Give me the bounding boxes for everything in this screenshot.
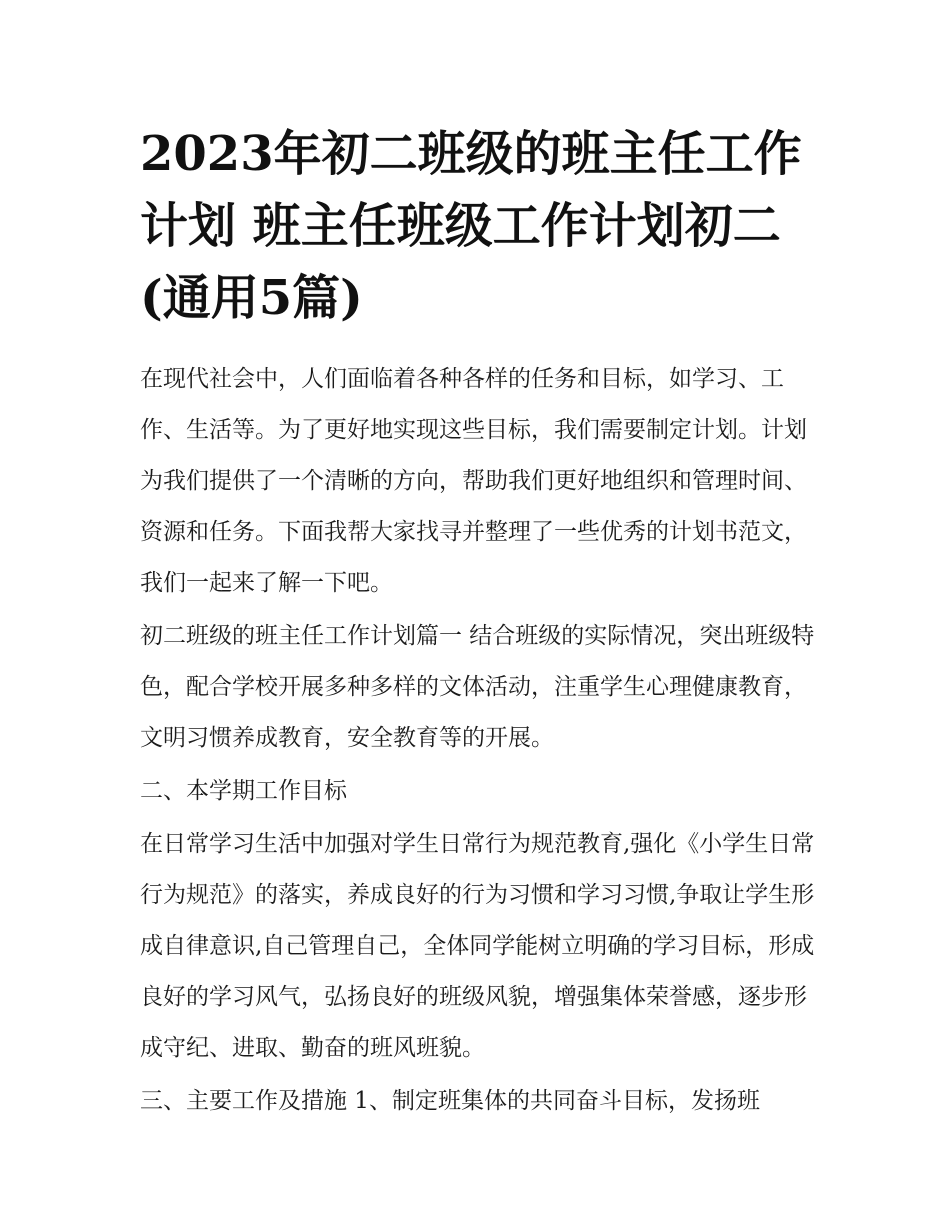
section-one-paragraph: 初二班级的班主任工作计划篇一 结合班级的实际情况，突出班级特色，配合学校开展多种多样的文体活动，注重学生心理健康教育，文明习惯养成教育，安全教育等的开展。 xyxy=(140,623,815,751)
section-two-heading: 二、本学期工作目标 xyxy=(140,778,347,804)
section-two-paragraph: 在日常学习生活中加强对学生日常行为规范教育,强化《小学生日常行为规范》的落实，养成良好的行为习惯和学习习惯,争取让学生形成自律意识,自己管理自己，全体同学能树立明确的学习目标，形成良好的学习风气，弘扬良好的班级风貌，增强集体荣誉感，逐步形成守纪、进取、勤奋的班风班貌。 xyxy=(140,831,815,1061)
document-title: 2023年初二班级的班主任工作计划 班主任班级工作计划初二(通用5篇) xyxy=(140,126,802,326)
intro-paragraph: 在现代社会中，人们面临着各种各样的任务和目标，如学习、工作、生活等。为了更好地实现这些目标，我们需要制定计划。计划为我们提供了一个清晰的方向，帮助我们更好地组织和管理时间、资源和任务。下面我帮大家找寻并整理了一些优秀的计划书范文，我们一起来了解一下吧。 xyxy=(140,366,807,596)
document-page xyxy=(140,118,816,1129)
section-three-paragraph: 三、主要工作及措施 1、制定班集体的共同奋斗目标，发扬班 xyxy=(140,1088,760,1114)
